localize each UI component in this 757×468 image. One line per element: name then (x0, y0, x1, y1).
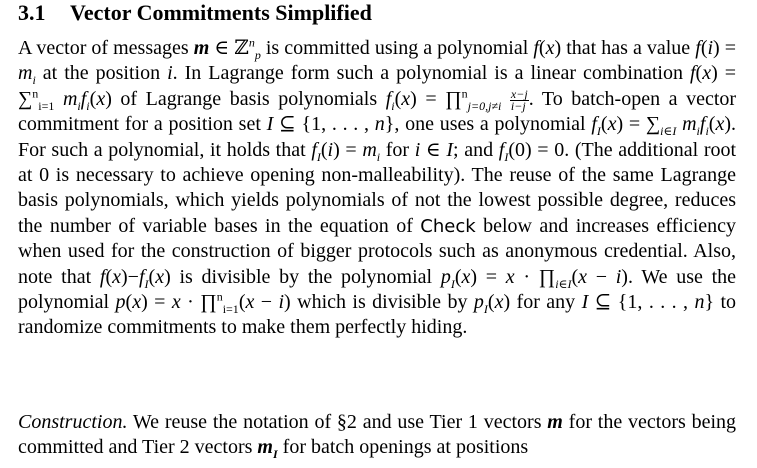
math-inline: $f_i$ (385, 87, 395, 113)
text-span: is committed using a polynomial (265, 37, 529, 59)
text-span: for any (516, 291, 576, 314)
paragraph-construction (18, 410, 736, 461)
math-inline: $p_I$ (473, 291, 488, 317)
text-span: for (385, 138, 410, 161)
text-span: . For such a polynomial, it holds that (18, 113, 737, 161)
math-inline: f (695, 37, 701, 59)
text-span: ; and (453, 138, 494, 161)
text-span: for batch openings at positions (282, 436, 529, 459)
text-span: . We use the polynomial (18, 265, 737, 314)
math-inline: I (266, 113, 274, 136)
math-inline: I (581, 291, 589, 314)
text-span: . To batch-open a vector commitment for a position set (18, 87, 737, 136)
math-inline: i (167, 62, 173, 85)
math-inline: p (115, 291, 126, 314)
paragraph-vector-commitments: A vector of messages m ∈ ℤ$^n_p$ is committed using a polynomial f(x) that has a value $f(i) = m_i$ at the position i. In Lagrange form such a polynomial is a linear combination f(x) = ∑$^n_{i=1}$ $m_if_i(x)$ of Lagrange basis polynomials $f_i(x)$ = ∏$^n_{j=0,j\ne i}$ $\frac{x-j}{i-j}$ . To batch-open a vector commitment for a position set I ⊆ {1, . . . , n}, one uses a polynomial $f_I(x) = \sum_{i\in I}$ $m_if_i(x)$. For such a polynomial, it holds that $f_I(i) = m_i$ for i ∈ I; and $f_I(0) = 0$. (The additional root at 0 is necessary to achieve opening non-malleability). The reuse of the same Lagrange basis polynomials, which yields polynomials of not the lowest possible degree, reduces the number of variable bases in the equation of Check below and increases efficiency when used for the construction of bigger protocols such as anonymous credential. Also, note that $f(x)-f_I(x)$ is divisible by the polynomial $p_I(x) = x$ · $\prod_{i\in I}(x - i)$. We use the polynomial p(x) = x · ∏$^n_{i=1}$(x − i) which is divisible by $p_I(x)$ for any I ⊆ {1, . . . , n} to randomize commitments to make them perfectly hiding. (18, 35, 737, 339)
math-inline: f (99, 265, 106, 288)
text-span: , one uses a polynomial (394, 113, 586, 136)
math-inline: $p_I$ (440, 265, 455, 291)
text-span: below and increases efficiency when used for the construction of bigger protocols such as anonymous credential. Also, note that (18, 214, 737, 288)
text-span: to randomize commitments to make them perfectly hiding. (18, 291, 737, 339)
text-span: . (The additional root at 0 is necessary to achieve opening non-malleability). The reuse of the same Lagrange basis polynomials, which yields polynomials of not the lowest possible degree, reduces the number of variable bases in the equation of (18, 138, 737, 237)
math-inline: m (547, 411, 563, 433)
text-span: which is divisible by (297, 291, 468, 314)
section-number: 3.1 (18, 0, 46, 25)
text-span: is divisible by the polynomial (179, 265, 433, 288)
math-inline: $f_I$ (311, 138, 321, 164)
paragraph-label: Construction. (18, 411, 128, 433)
math-inline: f (533, 37, 539, 59)
math-inline: ℤ$^n_p$ (234, 35, 261, 62)
math-inline: $m_I$ (257, 436, 278, 462)
text-span: of Lagrange basis polynomials (120, 87, 378, 110)
text-span: We reuse the notation of §2 and use Tier 1 vectors (132, 411, 542, 433)
algorithm-name: Check (420, 215, 476, 237)
math-fraction: $\frac{x-j}{i-j}$ (510, 86, 528, 113)
text-span: at the position (42, 62, 161, 85)
math-inline: $f_I$ (498, 138, 509, 164)
math-inline: f (689, 62, 696, 85)
text-span: A vector of messages (18, 37, 189, 59)
math-inline: i (414, 138, 421, 161)
section-heading (18, 0, 372, 26)
text-span: . In Lagrange form such a polynomial is a linear combination (172, 62, 683, 85)
section-title: Vector Commitments Simplified (70, 0, 372, 25)
text-span: that has a value (566, 37, 691, 59)
text-span: for the vectors being committed and Tier 2 vectors (18, 411, 737, 459)
math-inline: m (193, 37, 210, 59)
math-inline: $f_I$ (591, 113, 601, 139)
